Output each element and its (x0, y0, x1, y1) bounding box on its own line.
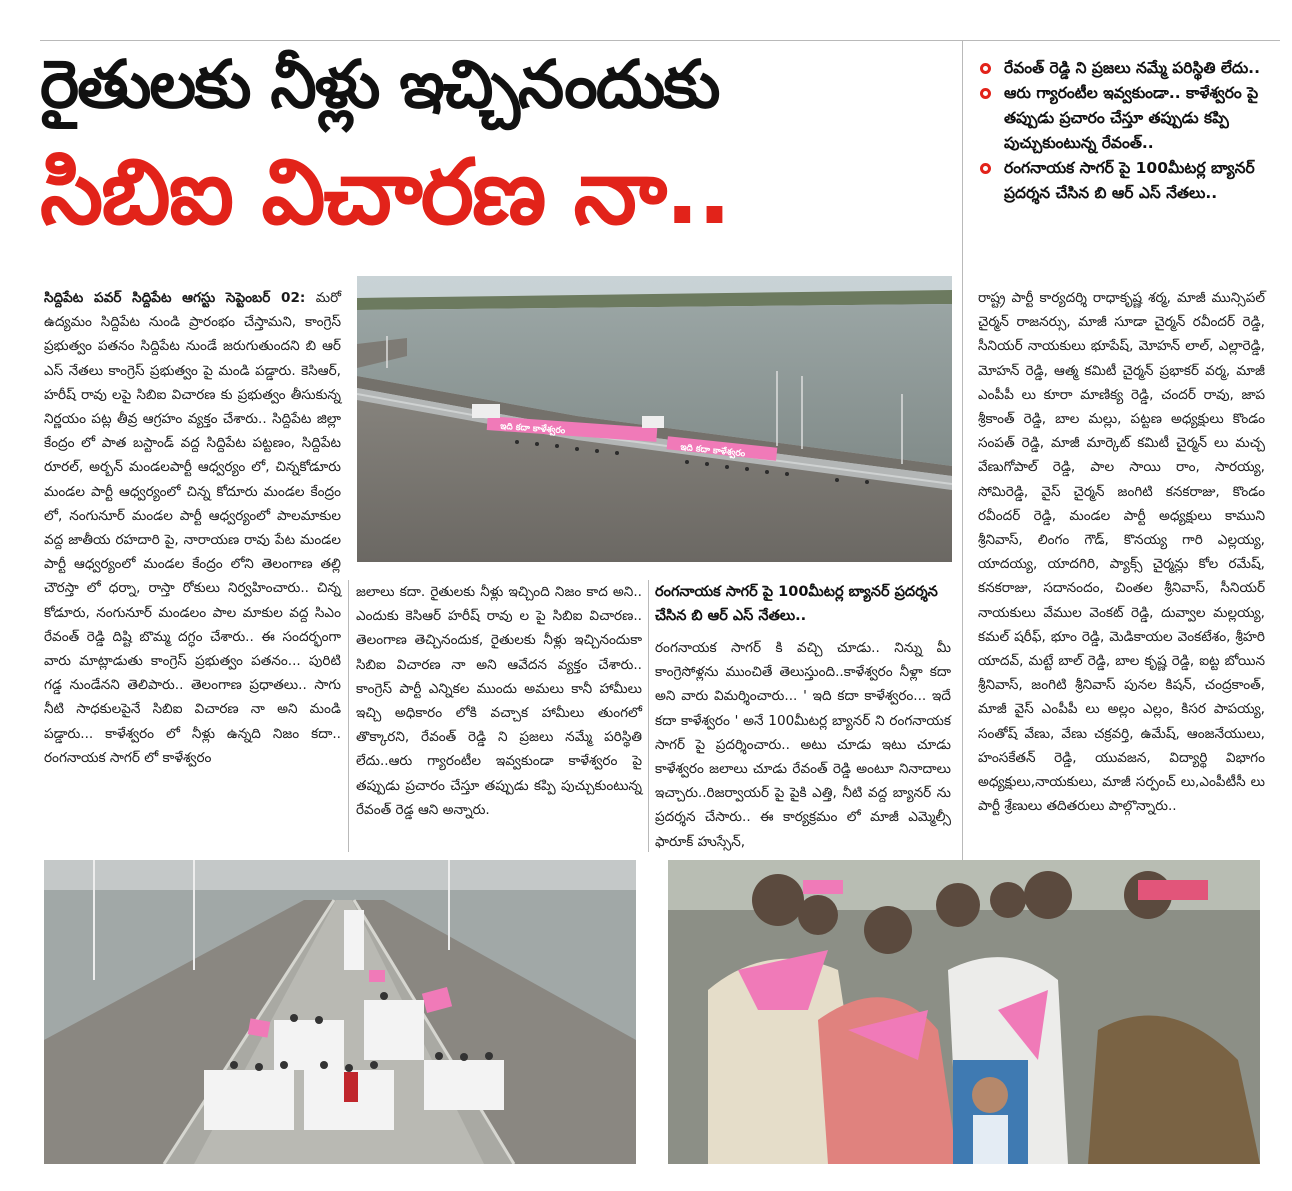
bullet-icon (980, 88, 991, 99)
dateline: సిద్దిపేట పవర్ సిద్దిపేట ఆగస్టు సెప్టెంబర్ 02: (44, 290, 306, 306)
reservoir-aerial-photo (357, 276, 952, 562)
column-divider (348, 580, 349, 852)
highlight-text: రేవంత్ రెడ్డి ని ప్రజలు నమ్మే పరిస్థితి లేదు.. (1004, 59, 1260, 77)
article-body-1: మరో ఉద్యమం సిద్దిపేట నుండి ప్రారంభం చేస్తామని, కాంగ్రెస్ ప్రభుత్వం పతనం సిద్దిపేట నుండే జరుగుతుందని బి ఆర్ ఎస్ నేతలు కాంగ్రెస్ ప్రభుత్వం పై మండి పడ్డారు. కెసిఆర్, హరీష్ రావు లపై సిబిఐ విచారణ కు ప్రభుత్వం తీసుకున్న నిర్ణయం పట్ల తీవ్ర ఆగ్రహం వ్యక్తం చేశారు.. సిద్దిపేట జిల్లా కేంద్రం లో పాత బస్టాండ్ వద్ద సిద్దిపేట పట్టణం, సిద్దిపేట రూరల్, అర్బన్ మండలపార్టీ ఆధ్వర్యం లో, చిన్నకోడూరు మండల పార్టీ ఆధ్వర్యంలో చిన్న కోదూరు మండల కేంద్రం లో, నంగునూర్ మండల పార్టీ ఆధ్వర్యంలో పాలమాకుల వద్ద జాతీయ రహదారి పై, నారాయణ రావు పేట మండల పార్టీ ఆధ్వర్యంలో మండల కేంద్రం లోని తెలంగాణ తల్లి చౌరస్తా లో ధర్నా, రాస్తా రోకులు నిర్వహించారు.. చిన్న కోడూరు, నంగునూర్ మండలం పాల మాకుల వద్ద సిఎం రేవంత్ రెడ్డి దిష్టి బొమ్మ దగ్ధం చేశారు.. ఈ సందర్భంగా వారు మాట్లాడుతు కాంగ్రెస్ ప్రభుత్వం పతనం... పురిటి గడ్డ నుండేనని తెలిపారు.. తెలంగాణ ప్రధాతలు.. సాగు నీటి సాధకులపైనే సిబిఐ విచారణ నా అని మండి పడ్డారు... కాళేశ్వరం లో నీళ్లు ఉన్నది నిజం కదా.. రంగనాయక సాగర్ లో కాళేశ్వరం (44, 290, 341, 766)
top-border (40, 40, 1280, 41)
article-column-1 (44, 286, 341, 770)
top-photo-banner-1: ఇది కదా కాళేశ్వరం (499, 421, 566, 437)
highlight-item (978, 56, 1278, 81)
article-column-4 (978, 286, 1265, 818)
highlight-text: రంగనాయక సాగర్ పై 100మీటర్ల బ్యానర్ ప్రదర్శన చేసిన బి ఆర్ ఎస్ నేతలు.. (1004, 159, 1255, 202)
highlight-item (978, 156, 1278, 206)
article-subhead: రంగనాయక సాగర్ పై 100మీటర్ల బ్యానర్ ప్రదర్శన చేసిన బి ఆర్ ఎస్ నేతలు.. (655, 584, 938, 624)
article-column-3 (655, 636, 951, 854)
headline-line-2: సిబిఐ విచారణ నా.. (40, 140, 730, 245)
column-divider (962, 40, 963, 868)
article-column-2 (356, 580, 642, 822)
highlight-text: ఆరు గ్యారంటీల ఇవ్వకుండా.. కాళేశ్వరం పై తప్పుడు ప్రచారం చేస్తూ తప్పుడు కప్పి పుచ్చుకుంటున్న రేవంత్.. (1004, 84, 1259, 152)
article-body-2: జలాలు కదా. రైతులకు నీళ్లు ఇచ్చింది నిజం కాద అని.. ఎందుకు కెసిఆర్ హరీష్ రావు ల పై సిబిఐ విచారణ.. తెలంగాణ తెచ్చినందుక, రైతులకు నీళ్లు ఇచ్చినందుకా సిబిఐ విచారణ నా అని ఆవేదన వ్యక్తం చేశారు.. కాంగ్రెస్ పార్టీ ఎన్నికల ముందు అమలు కానీ హామీలు ఇచ్చి అధికారం లోకి వచ్చాక హామీలు తుంగలో తొక్కారని, రేవంత్ రెడ్డి ని ప్రజలు నమ్మే పరిస్థితి లేదు..ఆరు గ్యారంటీల ఇవ్వకుండా కాళేశ్వరం పై తప్పుడు ప్రచారం చేస్తూ తప్పుడు కప్పి పుచ్చుకుంటున్న రేవంత్ రెడ్డ ఆని అన్నారు. (356, 584, 642, 818)
top-photo-banner-2: ఇది కదా కాళేశ్వరం (679, 442, 746, 460)
article-body-4: రాష్ట్ర పార్టీ కార్యదర్శి రాధాకృష్ణ శర్మ, మాజీ మున్సిపల్ చైర్మన్ రాజనర్సు, మాజీ సూడా చైర్మన్ రవీందర్ రెడ్డి, సీనియర్ నాయకులు భూపేష్, మోహన్ లాల్, ఎల్లారెడ్డి, మోహన్ రెడ్డి, ఆత్మ కమిటీ చైర్మన్ ప్రభాకర్ వర్మ, మాజీ ఎంపీపీ లు కూరా మాణిక్య రెడ్డి, చందర్ రావు, జాప శ్రీకాంత్ రెడ్డి, బాల మల్లు, పట్టణ అధ్యక్షులు కొండం సంపత్ రెడ్డి, మాజీ మార్కెట్ కమిటీ చైర్మన్ లు మచ్చ వేణుగోపాల్ రెడ్డి, పాల సాయి రాం, సారయ్య, సోమిరెడ్డి, వైస్ చైర్మన్ జంగిటి కనకరాజు, కొండం రవీందర్ రెడ్డి, మండల పార్టీ అధ్యక్షులు కాముని శ్రీనివాస్, లింగం గౌడ్, కొనయ్య గారి ఎల్లయ్య, యాదయ్య, యాదగిరి, ప్యాక్స్ చైర్మన్లు కోల రమేష్, కనకరాజు, సదానందం, చింతల శ్రీనివాస్, సీనియర్ నాయకులు వేముల వెంకట్ రెడ్డి, దువ్వాల మల్లయ్య, కమల్ షరీఫ్, భూం రెడ్డి, మెడికాయల వెంకటేశం, శ్రీహరి యాదవ్, మట్టే బాల్ రెడ్డి, బాల కృష్ణ రెడ్డి, ఐట్ట బోయిన శ్రీనివాస్, జంగిటి శ్రీనివాస్ పునల కిషన్, చంద్రకాంత్, మాజీ వైస్ ఎంపీపీ లు అల్లం ఎల్లం, కిసర పాపయ్య, సంతోష్ వేణు, వేణు చక్రవర్తి, ఉమేష్, ఆంజనేయులు, హంసకేతన్ రెడ్డి, యువజన, విద్యార్థి విభాగం అధ్యక్షులు,నాయకులు, మాజీ సర్పంచ్ లు,ఎంపీటీసీ లు పార్టీ శ్రేణులు తదితరులు పాల్గొన్నారు.. (978, 290, 1265, 815)
article-body-3: రంగనాయక సాగర్ కి వచ్చి చూడు.. నిన్ను మీ కాంగ్రెసోళ్లను ముంచితే తెలుస్తుంది..కాళేశ్వరం నీళ్లా కదా అని వారు విమర్శించారు... ' ఇది కదా కాళేశ్వరం... ఇదే కదా కాళేశ్వరం ' అనే 100మీటర్ల బ్యానర్ ని రంగనాయక సాగర్ పై ప్రదర్శించారు.. అటు చూడు ఇటు చూడు కాళేశ్వరం జలాలు చూడు రేవంత్ రెడ్డి అంటూ నినాదాలు ఇచ్చారు..రిజర్వాయర్ పై పైకి ఎత్తి, నీటి వద్ద బ్యానర్ ను ప్రదర్శన చేసారు.. ఈ కార్యక్రమం లో మాజీ ఎమ్మెల్సీ ఫారూక్ హుస్సేన్, (655, 640, 951, 850)
highlights-box (978, 56, 1278, 206)
bullet-icon (980, 163, 991, 174)
bullet-icon (980, 63, 991, 74)
protest-crowd-photo (668, 860, 1260, 1164)
highlight-item (978, 81, 1278, 156)
headline-line-1: రైతులకు నీళ్లు ఇచ్చినందుకు (40, 46, 719, 123)
column-divider (648, 580, 649, 852)
march-on-bund-photo (44, 860, 636, 1164)
